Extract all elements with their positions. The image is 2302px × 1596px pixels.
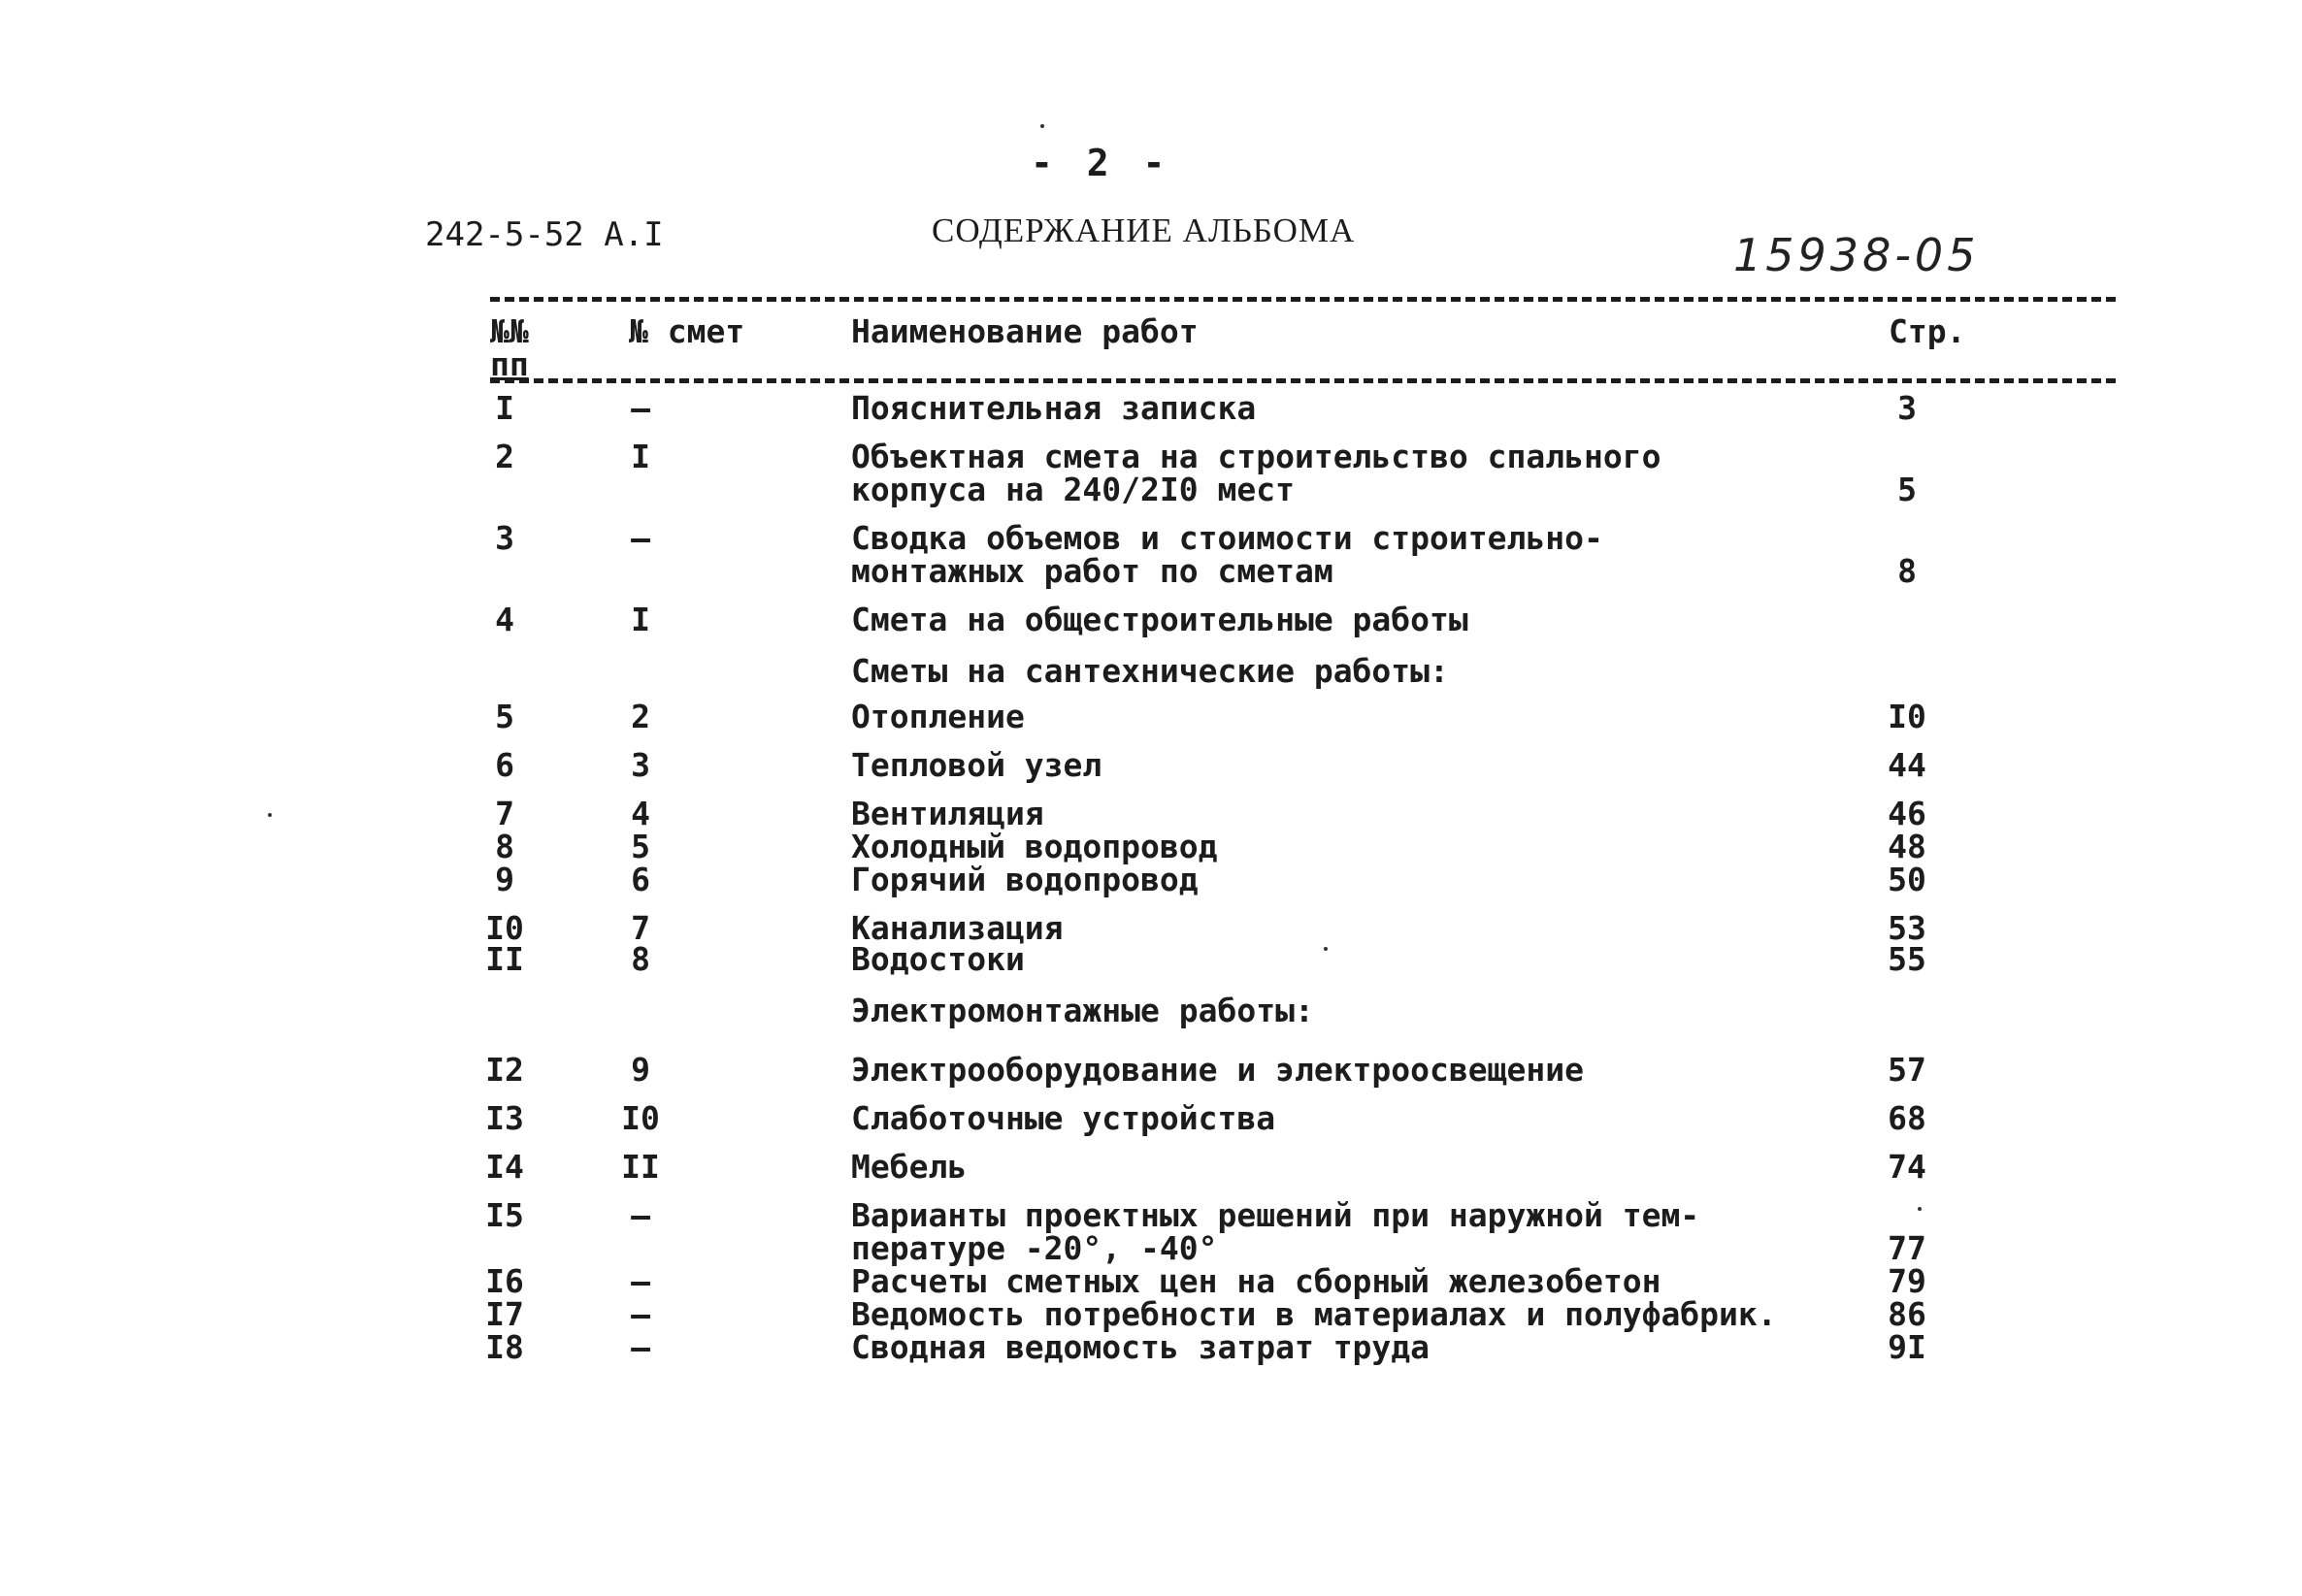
row-page: 86 xyxy=(1888,1295,1926,1333)
row-page: 46 xyxy=(1888,795,1926,832)
row-name: Горячий водопровод xyxy=(851,861,1199,898)
page-number: - 2 - xyxy=(1031,142,1171,184)
row-page: 79 xyxy=(1888,1262,1926,1300)
row-estimate: 5 xyxy=(631,828,650,865)
scan-speck xyxy=(268,813,272,817)
row-name: Смета на общестроительные работы xyxy=(851,601,1468,638)
row-page: 57 xyxy=(1888,1051,1926,1089)
row-name: Пояснительная записка xyxy=(851,389,1257,427)
row-number: I6 xyxy=(485,1262,524,1300)
row-number: I xyxy=(495,389,514,427)
row-page: 53 xyxy=(1888,909,1926,947)
row-number: I0 xyxy=(485,909,524,947)
row-page: 55 xyxy=(1888,940,1926,978)
row-number: 9 xyxy=(495,861,514,898)
row-name-continued: корпуса на 240/2I0 мест xyxy=(851,471,1295,508)
row-name: Сводная ведомость затрат труда xyxy=(851,1328,1431,1366)
row-number: 5 xyxy=(495,698,514,735)
row-estimate: – xyxy=(631,1295,650,1333)
row-estimate: 9 xyxy=(631,1051,650,1089)
row-name-continued: пературе -20°, -40° xyxy=(851,1229,1218,1267)
row-page: 48 xyxy=(1888,828,1926,865)
row-page: 9I xyxy=(1888,1328,1926,1366)
row-estimate: 4 xyxy=(631,795,650,832)
row-name-continued: монтажных работ по сметам xyxy=(851,552,1333,590)
header-top-rule xyxy=(490,297,2116,302)
row-estimate: – xyxy=(631,389,650,427)
row-page: 44 xyxy=(1888,746,1926,784)
row-name: Слаботочные устройства xyxy=(851,1099,1276,1137)
row-estimate: – xyxy=(631,519,650,557)
row-name: Ведомость потребности в материалах и полуфабрик. xyxy=(851,1295,1777,1333)
row-page: I0 xyxy=(1888,698,1926,735)
section-heading-sanitary: Сметы на сантехнические работы: xyxy=(851,652,1449,690)
row-number: 6 xyxy=(495,746,514,784)
row-number: 4 xyxy=(495,601,514,638)
row-number: 8 xyxy=(495,828,514,865)
header-page: Стр. xyxy=(1889,312,1966,350)
row-number: 3 xyxy=(495,519,514,557)
row-number: I2 xyxy=(485,1051,524,1089)
row-page: 74 xyxy=(1888,1148,1926,1186)
row-page: 50 xyxy=(1888,861,1926,898)
row-page: 68 xyxy=(1888,1099,1926,1137)
row-name: Мебель xyxy=(851,1148,968,1186)
row-number: I3 xyxy=(485,1099,524,1137)
row-number: II xyxy=(485,940,524,978)
row-estimate: 7 xyxy=(631,909,650,947)
row-estimate: 3 xyxy=(631,746,650,784)
row-name: Варианты проектных решений при наружной тем- xyxy=(851,1196,1700,1234)
header-estimate: № смет xyxy=(629,312,745,350)
row-estimate: I xyxy=(631,438,650,475)
header-bottom-rule xyxy=(490,378,2116,383)
row-number: I5 xyxy=(485,1196,524,1234)
row-page: 5 xyxy=(1897,471,1917,508)
row-number: 2 xyxy=(495,438,514,475)
row-name: Объектная смета на строительство спального xyxy=(851,438,1661,475)
row-name: Отопление xyxy=(851,698,1025,735)
row-name: Тепловой узел xyxy=(851,746,1102,784)
row-estimate: I0 xyxy=(621,1099,660,1137)
row-estimate: I xyxy=(631,601,650,638)
row-name: Канализация xyxy=(851,909,1064,947)
row-number: I7 xyxy=(485,1295,524,1333)
row-estimate: – xyxy=(631,1262,650,1300)
scan-speck xyxy=(1918,1207,1922,1211)
handwritten-number: 15938-05 xyxy=(1733,229,1980,281)
album-code: 242-5-52 А.Ӏ xyxy=(425,215,664,254)
row-estimate: 6 xyxy=(631,861,650,898)
page-title: СОДЕРЖАНИЕ АЛЬБОМА xyxy=(932,212,1356,249)
row-name: Водостоки xyxy=(851,940,1025,978)
scan-speck xyxy=(1324,947,1328,951)
row-page: 77 xyxy=(1888,1229,1926,1267)
row-number: 7 xyxy=(495,795,514,832)
row-estimate: 8 xyxy=(631,940,650,978)
row-name: Расчеты сметных цен на сборный железобетон xyxy=(851,1262,1661,1300)
section-heading-electrical: Электромонтажные работы: xyxy=(851,992,1314,1029)
row-page: 3 xyxy=(1897,389,1917,427)
row-number: I4 xyxy=(485,1148,524,1186)
row-estimate: 2 xyxy=(631,698,650,735)
header-num-line2: пп xyxy=(490,345,529,383)
row-name: Электрооборудование и электроосвещение xyxy=(851,1051,1584,1089)
scan-speck xyxy=(1040,124,1044,128)
row-name: Вентиляция xyxy=(851,795,1044,832)
row-estimate: II xyxy=(621,1148,660,1186)
row-estimate: – xyxy=(631,1328,650,1366)
row-name: Холодный водопровод xyxy=(851,828,1218,865)
row-page: 8 xyxy=(1897,552,1917,590)
row-number: I8 xyxy=(485,1328,524,1366)
header-name: Наименование работ xyxy=(851,312,1199,350)
row-name: Сводка объемов и стоимости строительно- xyxy=(851,519,1603,557)
row-estimate: – xyxy=(631,1196,650,1234)
header-num-line1: №№ xyxy=(490,312,529,350)
